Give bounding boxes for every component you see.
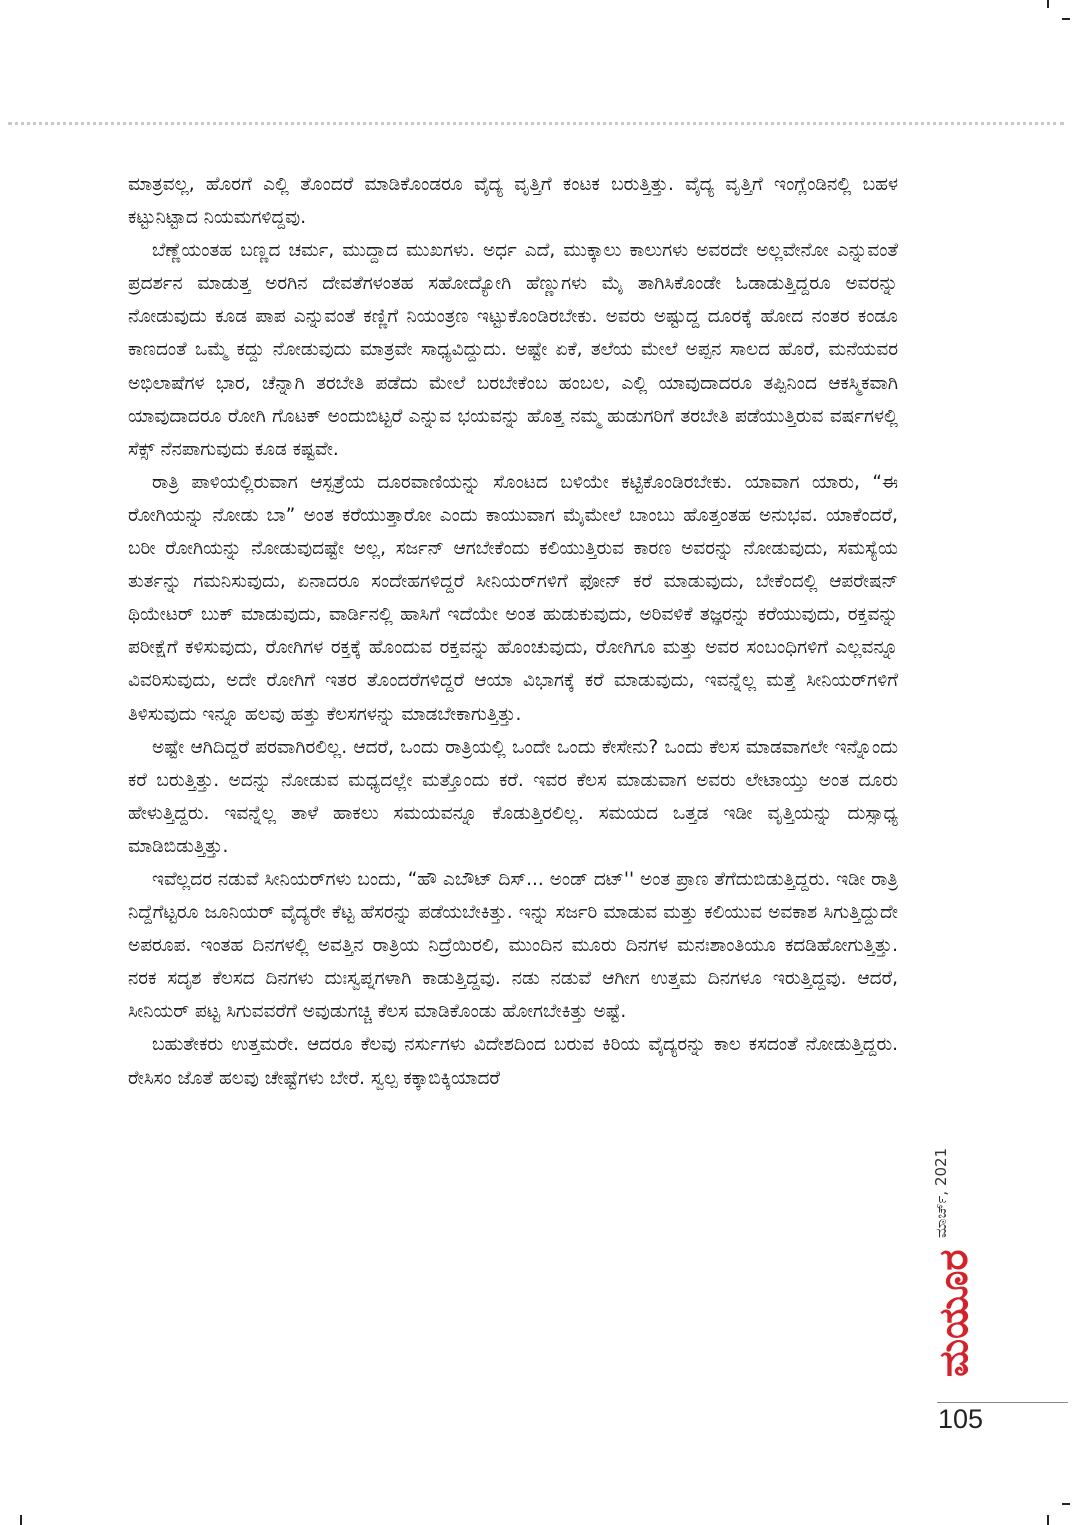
article-paragraph-5: ಇವೆಲ್ಲದರ ನಡುವೆ ಸೀನಿಯರ್‌ಗಳು ಬಂದು, “ಹೌ ಎಬೌಟ್ ದಿಸ್... ಅಂಡ್ ದಟ್'' ಅಂತ ಪ್ರಾಣ ತೆಗೆದುಬಿಡುತ್ತಿದ್ದರು. ಇಡೀ ರಾತ್ರಿ ನಿದ್ದೆಗೆಟ್ಟರೂ ಜೂನಿಯರ್ ವೈದ್ಯರೇ ಕೆಟ್ಟ ಹೆಸರನ್ನು ಪಡೆಯಬೇಕಿತ್ತು. ಇನ್ನು ಸರ್ಜರಿ ಮಾಡುವ ಮತ್ತು ಕಲಿಯುವ ಅವಕಾಶ ಸಿಗುತ್ತಿದ್ದುದೇ ಅಪರೂಪ. ಇಂತಹ ದಿನಗಳಲ್ಲಿ ಅವತ್ತಿನ ರಾತ್ರಿಯ ನಿದ್ರೆಯಿರಲಿ, ಮುಂದಿನ ಮೂರು ದಿನಗಳ ಮನಃಶಾಂತಿಯೂ ಕದಡಿಹೋಗುತ್ತಿತ್ತು. ನರಕ ಸದೃಶ ಕೆಲಸದ ದಿನಗಳು ದುಃಸ್ವಪ್ನಗಳಾಗಿ ಕಾಡುತ್ತಿದ್ದವು. ನಡು ನಡುವೆ ಆಗೀಗ ಉತ್ತಮ ದಿನಗಳೂ ಇರುತ್ತಿದ್ದವು. ಆದರೆ, ಸೀನಿಯರ್ ಪಟ್ಟ ಸಿಗುವವರೆಗೆ ಅವುಡುಗಚ್ಚಿ ಕೆಲಸ ಮಾಡಿಕೊಂಡು ಹೋಗಬೇಕಿತ್ತು ಅಷ್ಟೆ. — [128, 868, 898, 1023]
issue-date: ಮಾರ್ಚ್, 2021 — [932, 1147, 950, 1238]
article-paragraph-3: ರಾತ್ರಿ ಪಾಳಿಯಲ್ಲಿರುವಾಗ ಆಸ್ಪತ್ರೆಯ ದೂರವಾಣಿಯನ್ನು ಸೊಂಟದ ಬಳಿಯೇ ಕಟ್ಟಿಕೊಂಡಿರಬೇಕು. ಯಾವಾಗ ಯಾರು, “ಈ ರೋಗಿಯನ್ನು ನೋಡು ಬಾ” ಅಂತ ಕರೆಯುತ್ತಾರೋ ಎಂದು ಕಾಯುವಾಗ ಮೈಮೇಲೆ ಬಾಂಬು ಹೊತ್ತಂತಹ ಅನುಭವ. ಯಾಕೆಂದರೆ, ಬರೀ ರೋಗಿಯನ್ನು ನೋಡುವುದಷ್ಟೇ ಅಲ್ಲ, ಸರ್ಜನ್ ಆಗಬೇಕೆಂದು ಕಲಿಯುತ್ತಿರುವ ಕಾರಣ ಅವರನ್ನು ನೋಡುವುದು, ಸಮಸ್ಯೆಯ ತುರ್ತನ್ನು ಗಮನಿಸುವುದು, ಏನಾದರೂ ಸಂದೇಹಗಳಿದ್ದರೆ ಸೀನಿಯರ್‌ಗಳಿಗೆ ಫೋನ್ ಕರೆ ಮಾಡುವುದು, ಬೇಕೆಂದಲ್ಲಿ ಆಪರೇಷನ್ ಥಿಯೇಟರ್ ಬುಕ್ ಮಾಡುವುದು, ವಾರ್ಡಿನಲ್ಲಿ ಹಾಸಿಗೆ ಇದೆಯೇ ಅಂತ ಹುಡುಕುವುದು, ಅರಿವಳಿಕೆ ತಜ್ಞರನ್ನು ಕರೆಯುವುದು, ರಕ್ತವನ್ನು ಪರೀಕ್ಷೆಗೆ ಕಳಿಸುವುದು, ರೋಗಿಗಳ ರಕ್ತಕ್ಕೆ ಹೊಂದುವ ರಕ್ತವನ್ನು ಹೊಂಚುವುದು, ರೋಗಿಗೂ ಮತ್ತು ಅವರ ಸಂಬಂಧಿಗಳಿಗೆ ಎಲ್ಲವನ್ನೂ ವಿವರಿಸುವುದು, ಅದೇ ರೋಗಿಗೆ ಇತರ ತೊಂದರೆಗಳಿದ್ದರೆ ಆಯಾ ವಿಭಾಗಕ್ಕೆ ಕರೆ ಮಾಡುವುದು, ಇವನ್ನೆಲ್ಲ ಮತ್ತೆ ಸೀನಿಯರ್‌ಗಳಿಗೆ ತಿಳಿಸುವುದು ಇನ್ನೂ ಹಲವು ಹತ್ತು ಕೆಲಸಗಳನ್ನು ಮಾಡಬೇಕಾಗುತ್ತಿತ್ತು. — [128, 471, 898, 725]
crop-mark-bottom-right-dash — [1062, 1503, 1070, 1505]
article-body — [128, 168, 898, 1408]
folio-rule — [937, 1402, 1068, 1403]
article-paragraph-6: ಬಹುತೇಕರು ಉತ್ತಮರೇ. ಆದರೂ ಕೆಲವು ನರ್ಸುಗಳು ವಿದೇಶದಿಂದ ಬರುವ ಕಿರಿಯ ವೈದ್ಯರನ್ನು ಕಾಲ ಕಸದಂತೆ ನೋಡುತ್ತಿದ್ದರು. ರೇಸಿಸಂ ಜೊತೆ ಹಲವು ಚೇಷ್ಟೆಗಳು ಬೇರೆ. ಸ್ವಲ್ಪ ಕಕ್ಕಾಬಿಕ್ಕಿಯಾದರೆ — [128, 1034, 898, 1089]
crop-mark-bottom-right — [1047, 1515, 1049, 1525]
magazine-logo: ಮಯೂರ — [931, 1249, 977, 1377]
crop-mark-top-right-dash — [1062, 18, 1070, 20]
header-dotted-rule — [8, 122, 1064, 125]
magazine-sidebar — [926, 1088, 986, 1388]
article-paragraph-2: ಬೆಣ್ಣೆಯಂತಹ ಬಣ್ಣದ ಚರ್ಮ, ಮುದ್ದಾದ ಮುಖಗಳು. ಅರ್ಧ ಎದೆ, ಮುಕ್ಕಾಲು ಕಾಲುಗಳು ಅವರದೇ ಅಲ್ಲವೇನೋ ಎನ್ನುವಂತೆ ಪ್ರದರ್ಶನ ಮಾಡುತ್ತ ಅರಗಿನ ದೇವತೆಗಳಂತಹ ಸಹೋದ್ಯೋಗಿ ಹೆಣ್ಣುಗಳು ಮೈ ತಾಗಿಸಿಕೊಂಡೇ ಓಡಾಡುತ್ತಿದ್ದರೂ ಅವರನ್ನು ನೋಡುವುದು ಕೂಡ ಪಾಪ ಎನ್ನುವಂತೆ ಕಣ್ಣಿಗೆ ನಿಯಂತ್ರಣ ಇಟ್ಟುಕೊಂಡಿರಬೇಕು. ಅವರು ಅಷ್ಟುದ್ದ ದೂರಕ್ಕೆ ಹೋದ ನಂತರ ಕಂಡೂ ಕಾಣದಂತೆ ಒಮ್ಮೆ ಕದ್ದು ನೋಡುವುದು ಮಾತ್ರವೇ ಸಾಧ್ಯವಿದ್ದುದು. ಅಷ್ಟೇ ಏಕೆ, ತಲೆಯ ಮೇಲೆ ಅಪ್ಪನ ಸಾಲದ ಹೊರೆ, ಮನೆಯವರ ಅಭಿಲಾಷೆಗಳ ಭಾರ, ಚೆನ್ನಾಗಿ ತರಬೇತಿ ಪಡೆದು ಮೇಲೆ ಬರಬೇಕೆಂಬ ಹಂಬಲ, ಎಲ್ಲಿ ಯಾವುದಾದರೂ ತಪ್ಪಿನಿಂದ ಆಕಸ್ಮಿಕವಾಗಿ ಯಾವುದಾದರೂ ರೋಗಿ ಗೊಟಕ್ ಅಂದುಬಿಟ್ಟರೆ ಎನ್ನುವ ಭಯವನ್ನು ಹೊತ್ತ ನಮ್ಮ ಹುಡುಗರಿಗೆ ತರಬೇತಿ ಪಡೆಯುತ್ತಿರುವ ವರ್ಷಗಳಲ್ಲಿ ಸೆಕ್ಸ್ ನೆನಪಾಗುವುದು ಕೂಡ ಕಷ್ಟವೇ. — [128, 240, 898, 460]
crop-mark-top-right — [1047, 0, 1049, 8]
page-number: 105 — [938, 1404, 984, 1434]
article-paragraph-1: ಮಾತ್ರವಲ್ಲ, ಹೊರಗೆ ಎಲ್ಲಿ ತೊಂದರೆ ಮಾಡಿಕೊಂಡರೂ ವೈದ್ಯ ವೃತ್ತಿಗೆ ಕಂಟಕ ಬರುತ್ತಿತ್ತು. ವೈದ್ಯ ವೃತ್ತಿಗೆ ಇಂಗ್ಲೆಂಡಿನಲ್ಲಿ ಬಹಳ ಕಟ್ಟುನಿಟ್ಟಾದ ನಿಯಮಗಳಿದ್ದವು. — [128, 174, 898, 229]
article-paragraph-4: ಅಷ್ಟೇ ಆಗಿದಿದ್ದರೆ ಪರವಾಗಿರಲಿಲ್ಲ. ಆದರೆ, ಒಂದು ರಾತ್ರಿಯಲ್ಲಿ ಒಂದೇ ಒಂದು ಕೇಸೇನು? ಒಂದು ಕೆಲಸ ಮಾಡವಾಗಲೇ ಇನ್ನೊಂದು ಕರೆ ಬರುತ್ತಿತ್ತು. ಅದನ್ನು ನೋಡುವ ಮಧ್ಯದಲ್ಲೇ ಮತ್ತೊಂದು ಕರೆ. ಇವರ ಕೆಲಸ ಮಾಡುವಾಗ ಅವರು ಲೇಟಾಯ್ತು ಅಂತ ದೂರು ಹೇಳುತ್ತಿದ್ದರು. ಇವನ್ನೆಲ್ಲ ತಾಳೆ ಹಾಕಲು ಸಮಯವನ್ನೂ ಕೊಡುತ್ತಿರಲಿಲ್ಲ. ಸಮಯದ ಒತ್ತಡ ಇಡೀ ವೃತ್ತಿಯನ್ನು ದುಸ್ಸಾಧ್ಯ ಮಾಡಿಬಿಡುತ್ತಿತ್ತು. — [128, 736, 898, 857]
crop-mark-bottom-left — [20, 1515, 22, 1525]
